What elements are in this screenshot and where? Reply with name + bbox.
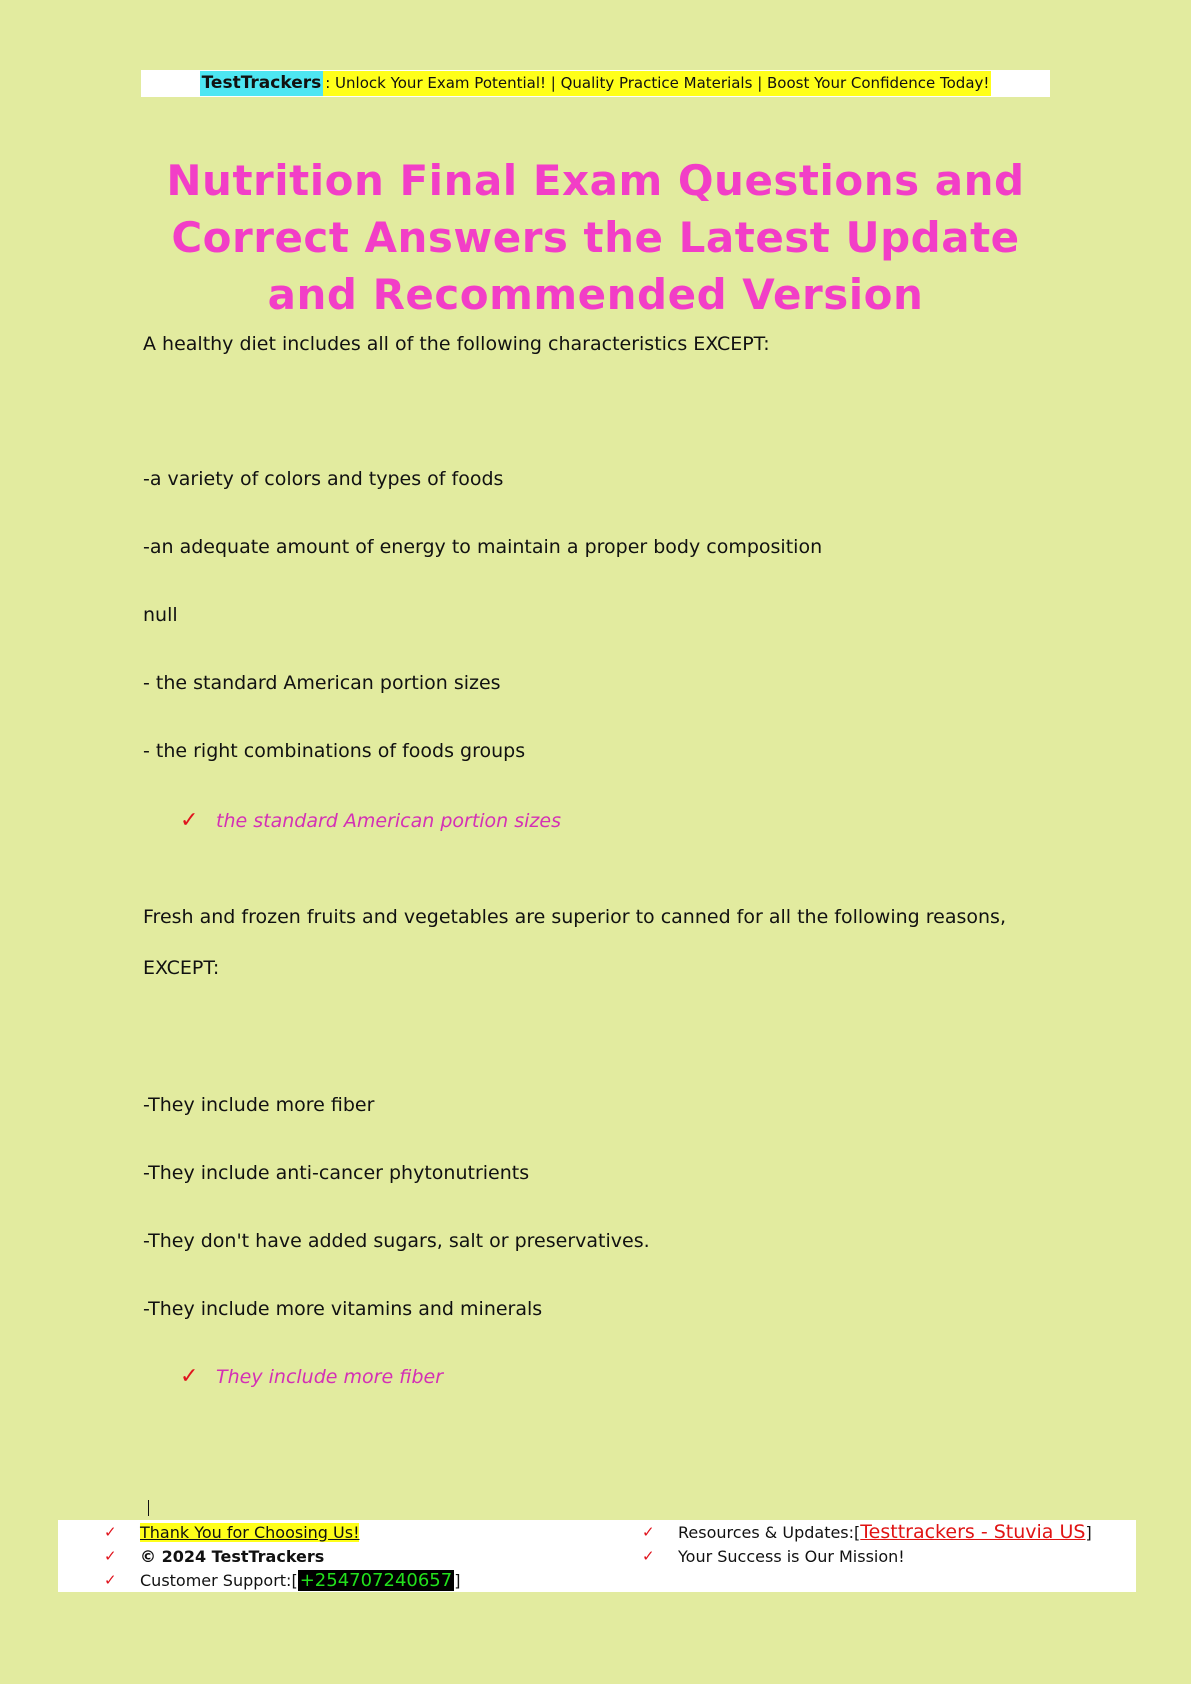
document-title: Nutrition Final Exam Questions and Correct Answers the Latest Update and Recommended Version — [166, 156, 1025, 319]
q1-option-b: -an adequate amount of energy to maintain a proper body composition — [143, 536, 823, 558]
q1-option-c: null — [143, 604, 178, 626]
q2-option-b: -They include anti-cancer phytonutrients — [143, 1162, 530, 1184]
header-banner — [141, 70, 1050, 97]
check-icon: ✓ — [104, 1571, 117, 1589]
footer-copyright-item — [104, 1544, 460, 1568]
q1-option-d: - the standard American portion sizes — [143, 672, 501, 694]
question-2-line-2: EXCEPT: — [143, 957, 220, 979]
check-icon: ✓ — [104, 1523, 117, 1541]
footer — [58, 1520, 1136, 1592]
footer-thanks-item — [104, 1520, 460, 1544]
bracket-open: [ — [854, 1522, 861, 1542]
q1-answer-text: the standard American portion sizes — [216, 809, 561, 832]
stuvia-link[interactable]: Testtrackers - Stuvia US — [860, 1521, 1086, 1543]
q2-option-c: -They don't have added sugars, salt or preservatives. — [143, 1230, 650, 1252]
footer-thanks: Thank You for Choosing Us! — [140, 1522, 360, 1542]
question-2-line-1: Fresh and frozen fruits and vegetables are superior to canned for all the following reasons, — [143, 906, 1006, 928]
footer-mission: Your Success is Our Mission! — [678, 1546, 905, 1566]
support-phone[interactable]: +254707240657 — [299, 1569, 453, 1591]
q2-option-d: -They include more vitamins and minerals — [143, 1298, 543, 1320]
check-icon: ✓ — [180, 808, 199, 833]
q2-answer-text: They include more fiber — [216, 1365, 444, 1388]
footer-left-column — [104, 1520, 460, 1592]
q2-option-a: -They include more fiber — [143, 1094, 375, 1116]
q1-option-a: -a variety of colors and types of foods — [143, 468, 504, 490]
question-1: A healthy diet includes all of the following characteristics EXCEPT: — [143, 333, 770, 355]
footer-copyright: © 2024 TestTrackers — [140, 1546, 325, 1566]
check-icon: ✓ — [642, 1547, 655, 1565]
footer-mission-item — [642, 1544, 1092, 1568]
check-icon: ✓ — [642, 1523, 655, 1541]
banner-content — [200, 71, 992, 96]
bracket-open: [ — [291, 1570, 298, 1590]
footer-support-label: Customer Support: — [140, 1570, 292, 1590]
check-icon: ✓ — [104, 1547, 117, 1565]
footer-resources-label: Resources & Updates: — [678, 1522, 855, 1542]
q1-option-e: - the right combinations of foods groups — [143, 740, 526, 762]
footer-resources-item — [642, 1520, 1092, 1544]
text-cursor — [148, 1500, 149, 1516]
footer-right-column — [642, 1520, 1092, 1568]
q1-answer — [180, 808, 561, 833]
check-icon: ✓ — [180, 1364, 199, 1389]
bracket-close: ] — [454, 1570, 461, 1590]
footer-support-item — [104, 1568, 460, 1592]
q2-answer — [180, 1364, 443, 1389]
brand-name: TestTrackers — [200, 71, 324, 96]
banner-tagline: : Unlock Your Exam Potential! | Quality Practice Materials | Boost Your Confidence Today! — [323, 71, 991, 96]
bracket-close: ] — [1085, 1522, 1092, 1542]
